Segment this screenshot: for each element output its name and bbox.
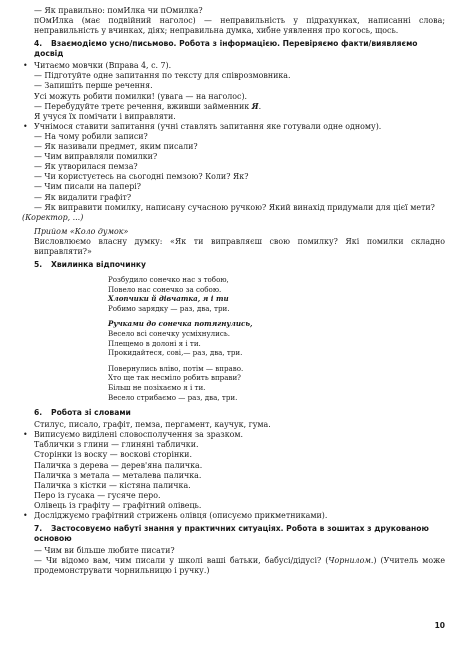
section-7-heading: [34, 524, 445, 544]
poem-line: Більш не позіхаємо я і ти.: [108, 383, 206, 392]
s6-words: Стилус, писало, графіт, пемза, пергамент, каучук, гума.: [34, 420, 271, 430]
s7-line-1: — Чим ви більше любите писати?: [34, 546, 175, 556]
page-number: 10: [434, 621, 445, 630]
poem-stanza-1: [108, 275, 445, 313]
s4-line-4-text: — Перебудуйте третє речення, вживши займенник: [34, 101, 252, 111]
s6-pair: Олівець із графіту — графітний олівець.: [34, 500, 202, 510]
s4-bullet-2: • Учнімося ставити запитання (учні ставлять запитання яке готували одне одному).: [22, 122, 445, 132]
section-5-number: 5.: [34, 260, 43, 270]
section-6-heading: [34, 408, 445, 418]
s7-line-2-note: ) (Учитель може продемонструвати чорнильницю і ручку.): [34, 556, 445, 576]
s4-line-4: [22, 102, 445, 112]
poem-line: Весело стрибаємо — раз, два, три.: [108, 392, 238, 402]
s4-line-3: Усі можуть робити помилки! (увага — на наголос).: [34, 91, 248, 101]
section-4-heading: [34, 39, 445, 59]
s6-pair: Паличка з кістки — кістяна паличка.: [34, 480, 191, 490]
poem-line: Хлопчики й дівчатка, я і ти: [108, 294, 229, 304]
section-6-title: Робота зі словами: [51, 408, 131, 418]
section-7-number: 7.: [34, 524, 43, 534]
s4-opinion: Висловлюємо власну думку: «Як ти виправляєш свою помилку? Які помилки складно виправляти?»: [34, 236, 445, 256]
section-5-heading: [34, 260, 445, 270]
s4-line-1: — Підготуйте одне запитання по тексту для співрозмовника.: [34, 71, 291, 81]
section-5-title: Хвилинка відпочинку: [51, 260, 146, 270]
poem-line: Ручками до сонечка потягнулись,: [108, 319, 253, 329]
s6-pair: Таблички з глини — глиняні таблички.: [34, 440, 199, 450]
s4-question-5: — Чи користуєтесь на сьогодні пемзою? Коли? Як?: [34, 172, 249, 182]
section-4-title: Взаємодіємо усно/письмово. Робота з інформацією. Перевіряємо факти/виявляємо досвід: [34, 39, 418, 59]
s6-pair: Паличка з метала — металева паличка.: [34, 470, 202, 480]
s4-question-4: — Як утворилася пемза?: [34, 162, 138, 172]
s4-question-2: — Як називали предмет, яким писали?: [34, 142, 198, 152]
s4-line-4-pronoun: Я: [251, 101, 259, 111]
s4-line-5: Я учуся їх помічати і виправляти.: [34, 111, 176, 121]
s4-line-2: — Запишіть перше речення.: [34, 81, 153, 91]
s7-line-2: [22, 556, 445, 576]
poem-line: Повело нас сонечко за собою.: [108, 284, 222, 294]
s4-bullet-1: • Читаємо мовчки (Вправа 4, с. 7).: [22, 61, 445, 71]
poem-line: Розбудило сонечко нас з тобою,: [108, 275, 229, 285]
s6-bullet-1: • Виписуємо виділені словосполучення за зразком.: [22, 430, 445, 440]
s4-question-7: — Як видалити графіт?: [34, 192, 132, 202]
s4-line-4-end: .: [258, 101, 262, 111]
s6-pair: Сторінки із воску — воскові сторінки.: [34, 450, 192, 460]
s6-pair: Паличка з дерева — дерев'яна паличка.: [34, 460, 203, 470]
poem-line: Плещемо в долоні я і ти.: [108, 338, 201, 348]
s6-pair: Перо із гусака — гусяче перо.: [34, 490, 161, 500]
poem-line: Весело всі сонечку усміхнулись.: [108, 329, 230, 339]
s4-question-8: — Як виправити помилку, написану сучасною ручкою? Який винахід придумали для цієї мети?: [34, 202, 435, 212]
s4-question-8-tail: (Коректор, ...): [22, 212, 84, 222]
section-6-number: 6.: [34, 408, 43, 418]
poem-line: Хто ще так несміло робить вправи?: [108, 373, 241, 383]
s4-method: Прийом «Коло думок»: [34, 226, 129, 236]
section-4-number: 4.: [34, 39, 43, 49]
poem-line: Робимо зарядку — раз, два, три.: [108, 303, 230, 313]
s7-line-2-text: — Чи відомо вам, чим писали у школі ваші батьки, бабусі/дідусі? (: [34, 556, 329, 566]
s4-question-3: — Чим виправляли помилки?: [34, 152, 158, 162]
s4-question-6: — Чим писали на папері?: [34, 182, 141, 192]
poem-stanza-2: [108, 319, 445, 357]
s7-line-2-answer: Чорнилом.: [328, 556, 374, 566]
poem-line: Прокидайтеся, сові,— раз, два, три.: [108, 348, 243, 358]
poem-stanza-3: [108, 364, 445, 402]
s6-bullet-2: • Досліджуємо графітний стрижень олівця (описуємо прикметниками).: [22, 511, 445, 521]
definition-paragraph: пОмИлка (має подвійний наголос) — неправильність у підрахунках, написанні слова; неправильність у вчинках, діях; неправильна думка, хибне уявлення про когось, щось.: [34, 16, 445, 36]
s4-question-1: — На чому робили записи?: [34, 131, 148, 141]
poem: [22, 275, 445, 402]
section-7-title: Застосовуємо набуті знання у практичних ситуаціях. Робота в зошитах з друкованою основою: [34, 524, 429, 544]
poem-line: Повернулись вліво, потім — вправо.: [108, 363, 244, 373]
top-line: — Як правильно: помИлка чи пОмилка?: [34, 6, 203, 15]
